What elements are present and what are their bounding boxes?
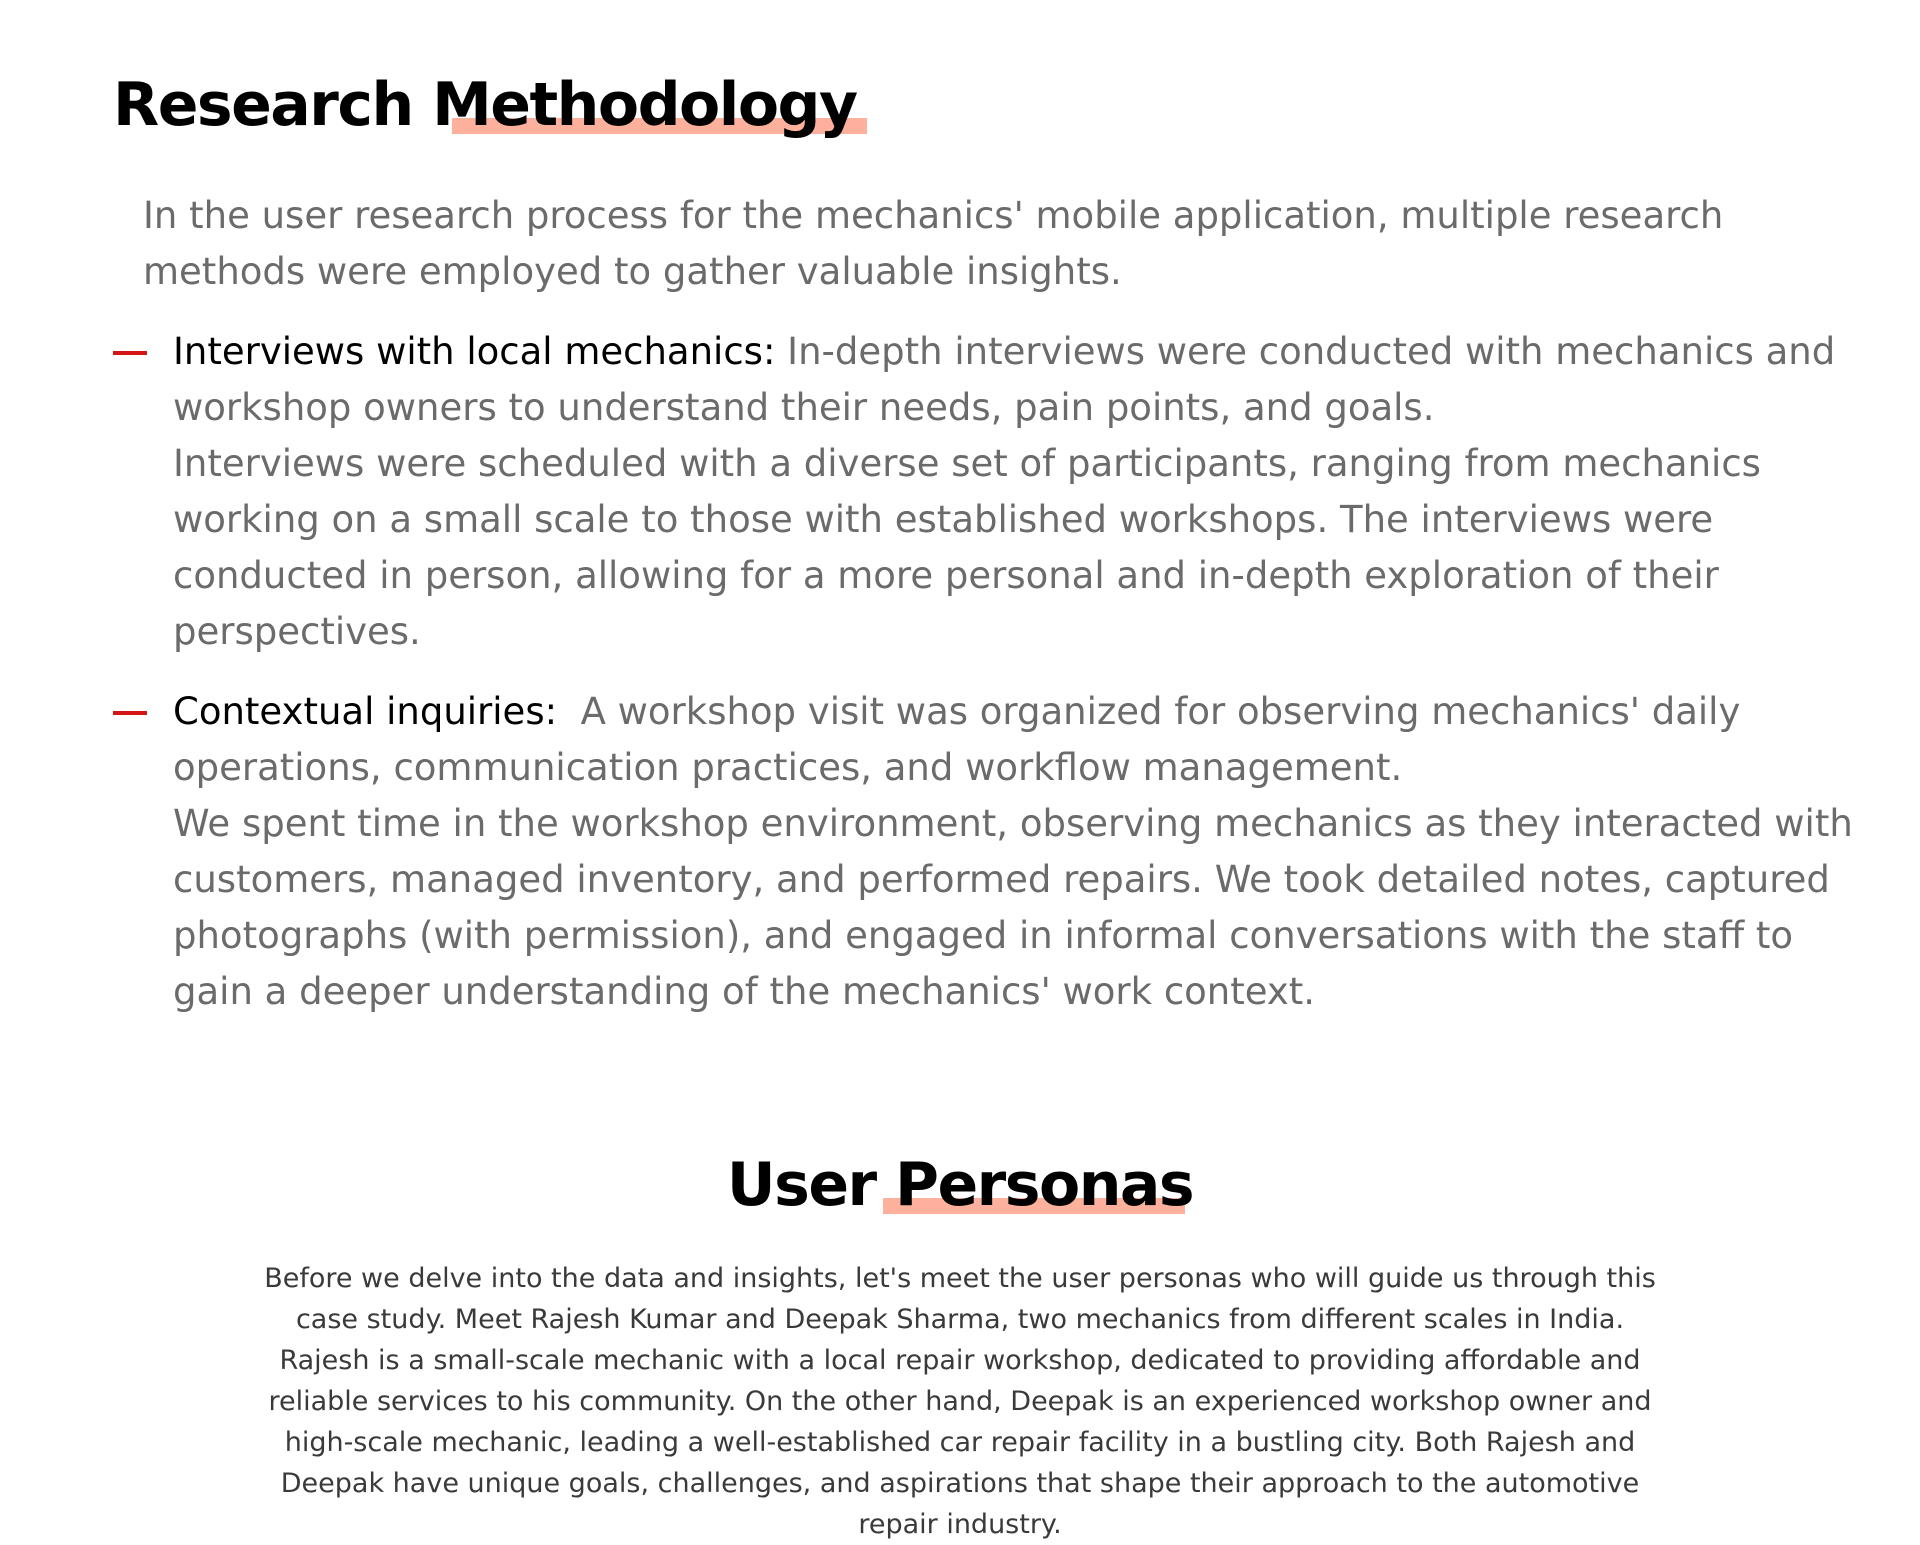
research-methodology-section xyxy=(113,60,1853,1020)
dash-bullet-icon xyxy=(113,351,147,355)
method-label: Interviews with local mechanics: xyxy=(173,330,776,373)
method-summary: A workshop visit was organized for observing mechanics' daily operations, communication practices, and workflow management. xyxy=(173,690,1753,789)
title-highlight: Personas xyxy=(895,1140,1193,1230)
methodology-intro: In the user research process for the mechanics' mobile application, multiple research methods were employed to gather valuable insights. xyxy=(143,194,1724,293)
method-label: Contextual inquiries: xyxy=(173,690,558,733)
method-summary: In-depth interviews were conducted with mechanics and workshop owners to understand their needs, pain points, and goals. xyxy=(173,330,1836,429)
title-text: User xyxy=(726,1150,876,1220)
title-text: Research xyxy=(113,70,413,140)
method-detail: We spent time in the workshop environment, observing mechanics as they interacted with customers, managed inventory, and performed repairs. We took detailed notes, captured photographs (with permission), and engaged in informal conversations with the staff to gain a deeper understanding of the mechanics' work context. xyxy=(173,802,1853,1013)
method-item xyxy=(113,324,1873,660)
method-detail: Interviews were scheduled with a diverse set of participants, ranging from mechanics working on a small scale to those with established workshops. The interviews were conducted in person, allowing for a more personal and in-depth exploration of their perspectives. xyxy=(173,442,1761,653)
research-methodology-title xyxy=(113,60,857,150)
user-personas-title xyxy=(727,1140,1193,1230)
method-item xyxy=(113,684,1873,1020)
dash-bullet-icon xyxy=(113,711,147,715)
personas-description: Before we delve into the data and insights, let's meet the user personas who will guide us through this case study. Meet Rajesh Kumar and Deepak Sharma, two mechanics from different scales in India. Rajesh is a small-scale mechanic with a local repair workshop, dedicated to providing affordable and reliable services to his community. On the other hand, Deepak is an experienced workshop owner and high-scale mechanic, leading a well-established car repair facility in a bustling city. Both Rajesh and Deepak have unique goals, challenges, and aspirations that shape their approach to the automotive repair industry. xyxy=(264,1263,1656,1540)
user-personas-section xyxy=(250,1140,1670,1545)
title-highlight: Methodology xyxy=(432,60,857,150)
